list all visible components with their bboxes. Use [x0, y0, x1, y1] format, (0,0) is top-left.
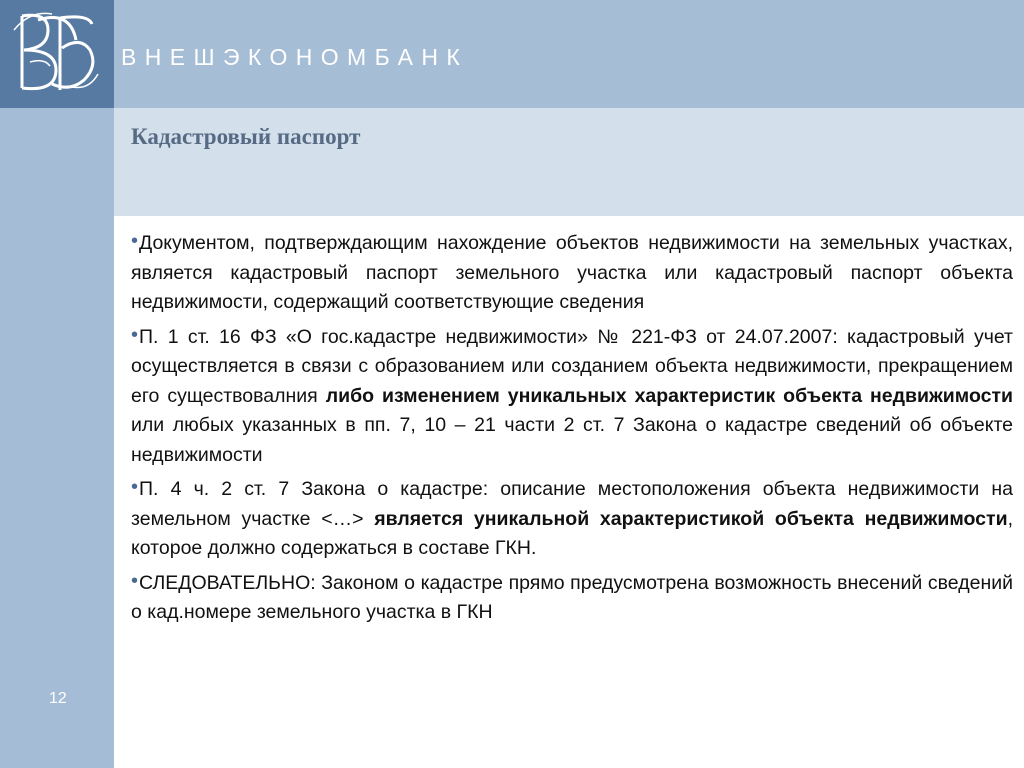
bullet-text: , которое должно содержаться в составе ГКН. [131, 507, 1013, 559]
bullet-text: П. 1 ст. 16 ФЗ «О гос.кадастре недвижимости» № 221-ФЗ от 24.07.2007: кадастровый учет осуществляется в связи с образованием или созданием объекта недвижимости, прекращением его существовалния [131, 325, 1013, 407]
list-item [131, 475, 1013, 564]
list-item [131, 229, 1013, 318]
bullet-text: или любых указанных в пп. 7, 10 – 21 части 2 ст. 7 Закона о кадастре сведений об объекте недвижимости [131, 414, 1013, 466]
bullet-emphasis: является уникальной характеристикой объекта недвижимости [374, 507, 1008, 530]
bullet-icon: • [131, 476, 139, 498]
bullet-text: Документом, подтверждающим нахождение объектов недвижимости на земельных участках, является кадастровый паспорт земельного участка или кадастровый паспорт объекта недвижимости, содержащий соответствующие сведения [131, 232, 1013, 313]
left-rail [0, 0, 114, 768]
bullet-icon: • [131, 569, 139, 592]
title-divider [114, 216, 1024, 218]
bullet-icon: • [131, 323, 139, 346]
list-item [131, 323, 1013, 471]
veb-monogram-icon [0, 0, 114, 108]
slide-number: 12 [49, 690, 67, 707]
bullet-icon: • [131, 230, 139, 252]
list-item [131, 569, 1013, 628]
bullet-text: СЛЕДОВАТЕЛЬНО: Законом о кадастре прямо предусмотрена возможность внесений сведений о кад.номере земельного участка в ГКН [131, 571, 1013, 623]
bullet-text: П. 4 ч. 2 ст. 7 Закона о кадастре: описание местоположения объекта недвижимости на земельном участке <…> [131, 478, 1013, 530]
bank-name: ВНЕШЭКОНОМБАНК [121, 44, 469, 70]
bullet-emphasis: либо изменением уникальных характеристик объекта недвижимости [325, 384, 1014, 407]
veb-logo [0, 0, 114, 108]
bullet-list [131, 229, 1013, 628]
page-title: Кадастровый паспорт [131, 124, 361, 149]
